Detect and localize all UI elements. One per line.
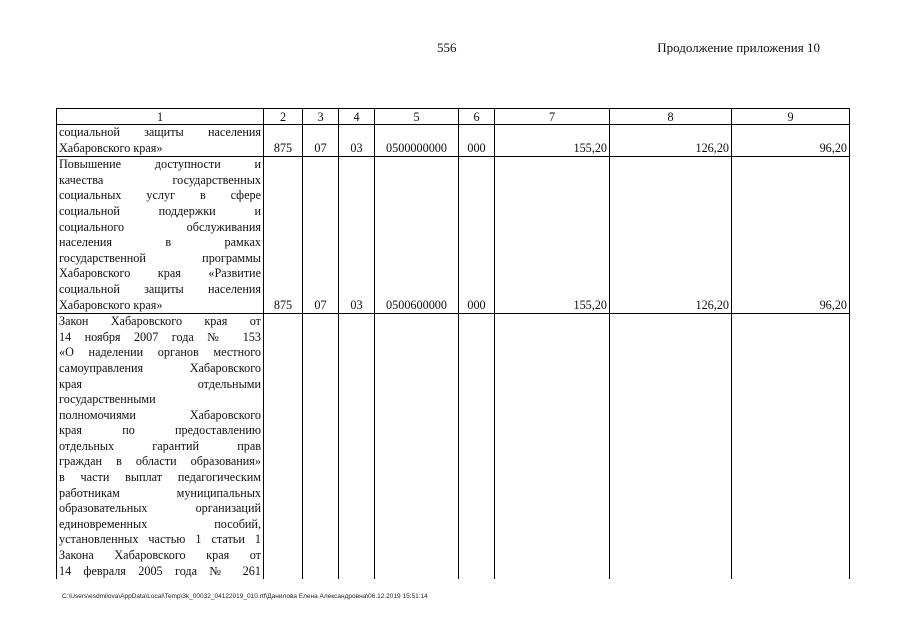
cell-amount-year1: [495, 314, 610, 580]
column-header: 7: [495, 109, 610, 125]
table-row: [57, 125, 850, 157]
budget-table: [56, 108, 850, 579]
file-path-footer: C:\Users\esdmilova\AppData\Local\Temp\3k_00032_04122019_010.rtf\Данилова Елена Александровна\06.12.2019 15:51:14: [62, 593, 428, 600]
description-line: социальной защиты населения: [59, 281, 261, 296]
description-line: социальной поддержки и: [59, 203, 261, 218]
row-description: [57, 157, 264, 314]
description-line: работникам муниципальных: [59, 485, 261, 500]
description-line: «О наделении органов местного: [59, 345, 261, 360]
column-header: 2: [264, 109, 303, 125]
description-line: края по предоставлению: [59, 423, 261, 438]
cell-section: 07: [303, 157, 339, 314]
cell-amount-year3: 96,20: [732, 125, 850, 157]
cell-admin-code: [264, 314, 303, 580]
description-line: граждан в области образования»: [59, 454, 261, 469]
description-line: единовременных пособий,: [59, 516, 261, 531]
description-line: 14 ноября 2007 года № 153: [59, 329, 261, 344]
description-line: отдельных гарантий прав: [59, 438, 261, 453]
cell-amount-year2: [610, 314, 732, 580]
description-line: Хабаровского края»: [59, 140, 163, 155]
description-line: Закона Хабаровского края от: [59, 548, 261, 563]
column-header: 5: [375, 109, 459, 125]
description-line: Хабаровского края «Развитие: [59, 266, 261, 281]
description-line: 14 февраля 2005 года № 261: [59, 563, 261, 578]
description-line: государственной программы: [59, 250, 261, 265]
description-line: края отдельными: [59, 376, 261, 391]
cell-amount-year3: [732, 314, 850, 580]
description-line: образовательных организаций: [59, 501, 261, 516]
cell-subsection: [339, 314, 375, 580]
description-line: населения в рамках: [59, 235, 261, 250]
cell-admin-code: 875: [264, 125, 303, 157]
cell-expense-type: 000: [459, 157, 495, 314]
description-line: полномочиями Хабаровского: [59, 407, 261, 422]
column-header: 8: [610, 109, 732, 125]
description-line: самоуправления Хабаровского: [59, 360, 261, 375]
column-header: 1: [57, 109, 264, 125]
cell-amount-year3: 96,20: [732, 157, 850, 314]
description-line: в части выплат педагогическим: [59, 470, 261, 485]
cell-expense-type: 000: [459, 125, 495, 157]
cell-expense-type: [459, 314, 495, 580]
cell-amount-year1: 155,20: [495, 125, 610, 157]
column-header: 9: [732, 109, 850, 125]
cell-subsection: 03: [339, 157, 375, 314]
description-line: социального обслуживания: [59, 219, 261, 234]
description-line: установленных частью 1 статьи 1: [59, 532, 261, 547]
cell-amount-year2: 126,20: [610, 157, 732, 314]
cell-admin-code: 875: [264, 157, 303, 314]
cell-subsection: 03: [339, 125, 375, 157]
description-line: социальных услуг в сфере: [59, 188, 261, 203]
row-description: [57, 314, 264, 580]
cell-section: [303, 314, 339, 580]
description-line: социальной защиты населения: [59, 125, 261, 139]
description-line: Хабаровского края»: [59, 297, 163, 312]
cell-target-article: [375, 314, 459, 580]
column-header: 6: [459, 109, 495, 125]
appendix-continuation-title: Продолжение приложения 10: [657, 40, 820, 55]
description-line: Закон Хабаровского края от: [59, 314, 261, 329]
cell-target-article: 0500000000: [375, 125, 459, 157]
column-header: 3: [303, 109, 339, 125]
description-line: Повышение доступности и: [59, 157, 261, 172]
table-row: [57, 314, 850, 580]
column-number-row: [57, 109, 850, 125]
description-line: качества государственных: [59, 172, 261, 187]
row-description: [57, 125, 264, 157]
cell-target-article: 0500600000: [375, 157, 459, 314]
cell-amount-year1: 155,20: [495, 157, 610, 314]
page-number: 556: [437, 40, 457, 55]
cell-amount-year2: 126,20: [610, 125, 732, 157]
column-header: 4: [339, 109, 375, 125]
table-row: [57, 157, 850, 314]
description-line: государственными: [59, 392, 156, 407]
cell-section: 07: [303, 125, 339, 157]
